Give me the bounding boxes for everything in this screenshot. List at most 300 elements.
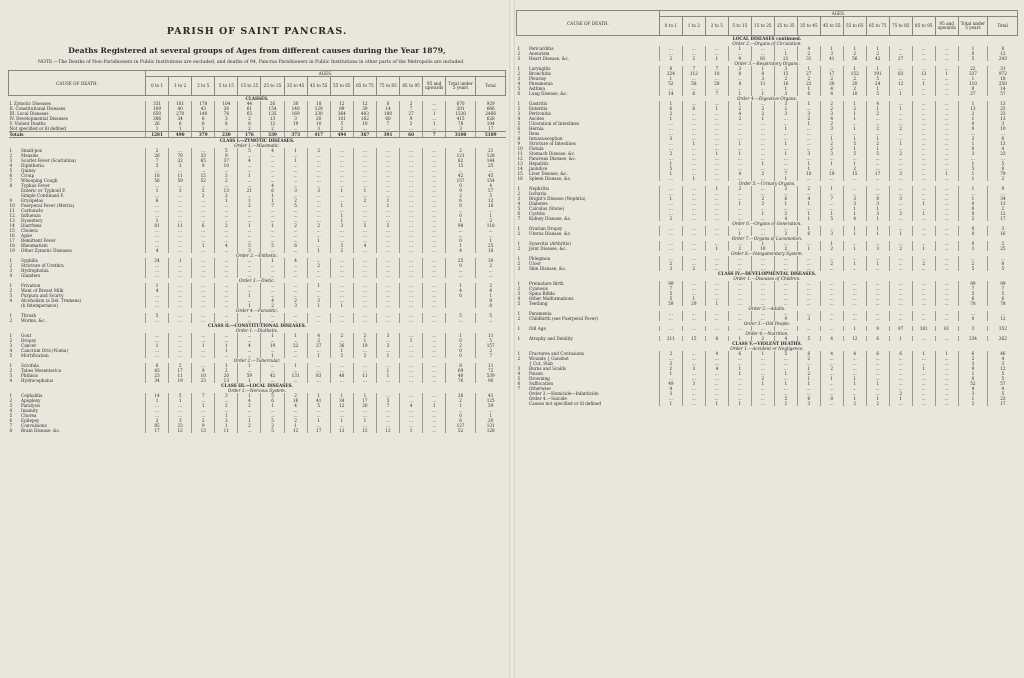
cell-value: ... bbox=[935, 361, 958, 366]
cell-value: ... bbox=[682, 351, 705, 356]
cell-value: ... bbox=[705, 261, 728, 266]
cell-value: ... bbox=[682, 116, 705, 121]
row-label: Ague bbox=[21, 233, 32, 238]
cell-value: ... bbox=[307, 258, 330, 263]
cell-value: 2 bbox=[751, 196, 774, 201]
cell-value: ... bbox=[169, 348, 192, 353]
cell-value: 52 bbox=[659, 81, 682, 86]
cell-value: 1520 bbox=[446, 111, 476, 116]
cell-value: ... bbox=[330, 363, 353, 368]
cell-value: 6 bbox=[866, 336, 889, 341]
cell-value: 1 bbox=[215, 348, 238, 353]
cell-value: 8 bbox=[238, 121, 261, 126]
cell-value: ... bbox=[682, 386, 705, 391]
cell-value: 2 bbox=[843, 86, 866, 91]
cell-value: 8 bbox=[820, 396, 843, 401]
cell-value: ... bbox=[705, 46, 728, 51]
cell-value: 1 bbox=[423, 121, 446, 126]
cell-value: 3 bbox=[866, 246, 889, 251]
cell-value: ... bbox=[889, 176, 912, 181]
cell-value: ... bbox=[705, 146, 728, 151]
cell-value: ... bbox=[238, 338, 261, 343]
cell-value: 78 bbox=[215, 111, 238, 116]
cell-value: 2 bbox=[820, 106, 843, 111]
cell-value: 2 bbox=[797, 51, 820, 56]
cell-value: ... bbox=[935, 131, 958, 136]
cell-value: 4 bbox=[820, 86, 843, 91]
cell-value: ... bbox=[935, 191, 958, 196]
cell-value: 1 bbox=[958, 46, 988, 51]
cell-value: ... bbox=[866, 391, 889, 396]
cell-value: 4 bbox=[797, 46, 820, 51]
cell-value: ... bbox=[797, 311, 820, 316]
cell-value: 1 bbox=[774, 51, 797, 56]
cell-value: ... bbox=[376, 378, 399, 383]
cell-value: 90 bbox=[475, 378, 505, 383]
cell-value: ... bbox=[353, 258, 376, 263]
cell-value: 176 bbox=[238, 132, 261, 138]
cell-value: ... bbox=[330, 293, 353, 298]
cell-value: ... bbox=[728, 176, 751, 181]
age-column-header: 95 and upwards bbox=[423, 77, 446, 96]
row-index: 5 bbox=[517, 376, 521, 381]
row-label: Enteritis bbox=[528, 106, 548, 111]
cell-value: ... bbox=[912, 106, 935, 111]
cell-value: ... bbox=[889, 381, 912, 386]
cell-value: 1 bbox=[146, 398, 169, 403]
cell-value: 1 bbox=[958, 76, 988, 81]
cell-value: ... bbox=[751, 281, 774, 286]
cell-value: 1 bbox=[146, 188, 169, 193]
cell-value: 9 bbox=[215, 153, 238, 158]
cell-value: 3 bbox=[169, 418, 192, 423]
cell-value: ... bbox=[400, 298, 423, 303]
cell-value: 929 bbox=[475, 101, 505, 106]
row-index: 5 bbox=[517, 301, 521, 306]
cell-value: ... bbox=[705, 116, 728, 121]
cell-value: ... bbox=[751, 126, 774, 131]
cell-value: ... bbox=[400, 163, 423, 168]
cell-value: ... bbox=[423, 183, 446, 188]
cell-value: 1 bbox=[774, 141, 797, 146]
cell-value: 5 bbox=[958, 291, 988, 296]
cell-value: 4 bbox=[820, 336, 843, 341]
cell-value: ... bbox=[728, 301, 751, 306]
cell-value: 1 bbox=[797, 226, 820, 231]
row-index: 18 bbox=[9, 243, 15, 248]
cell-value: 2 bbox=[284, 393, 307, 398]
row-label: Laryngitis bbox=[528, 66, 551, 71]
row-label: Remittent Fever bbox=[21, 238, 56, 243]
cell-value: 34 bbox=[146, 378, 169, 383]
cell-value: ... bbox=[935, 396, 958, 401]
cell-value: ... bbox=[261, 348, 284, 353]
cell-value: 1 bbox=[261, 198, 284, 203]
cell-value: ... bbox=[446, 228, 476, 233]
cell-value: 1 bbox=[958, 116, 988, 121]
cell-value: 78 bbox=[446, 121, 476, 126]
cell-value: ... bbox=[705, 136, 728, 141]
cell-value: ... bbox=[330, 408, 353, 413]
row-index: 2 bbox=[9, 318, 13, 323]
cell-value: ... bbox=[307, 288, 330, 293]
cell-value: 13 bbox=[912, 71, 935, 76]
cell-value: ... bbox=[682, 231, 705, 236]
cell-value: ... bbox=[728, 326, 751, 331]
cell-value: 201 bbox=[446, 106, 476, 111]
cell-value: ... bbox=[475, 233, 505, 238]
row-index: 1 bbox=[517, 256, 521, 261]
cell-value: ... bbox=[751, 301, 774, 306]
cell-value: 2 bbox=[307, 223, 330, 228]
cell-value: ... bbox=[376, 393, 399, 398]
cell-value: ... bbox=[330, 318, 353, 323]
cell-value: 6 bbox=[958, 296, 988, 301]
cell-value: 2 bbox=[751, 336, 774, 341]
cell-value: ... bbox=[820, 356, 843, 361]
row-label: Otherwise bbox=[528, 386, 551, 391]
cell-value: 628 bbox=[475, 116, 505, 121]
cell-value: ... bbox=[330, 313, 353, 318]
cell-value: ... bbox=[751, 191, 774, 196]
cell-value: 41 bbox=[307, 398, 330, 403]
cell-value: ... bbox=[751, 141, 774, 146]
cell-value: 6 bbox=[797, 396, 820, 401]
cell-value: ... bbox=[307, 423, 330, 428]
cell-value: ... bbox=[353, 228, 376, 233]
row-label: Stricture of Intestines bbox=[528, 141, 576, 146]
cell-value: 99 bbox=[988, 281, 1018, 286]
cell-value: 2 bbox=[475, 283, 505, 288]
cell-value: 97 bbox=[889, 326, 912, 331]
cell-value: ... bbox=[912, 396, 935, 401]
cell-value: 0 bbox=[958, 231, 988, 236]
cell-value: 30 bbox=[820, 81, 843, 86]
cell-value: 178 bbox=[192, 101, 215, 106]
cell-value: ... bbox=[912, 336, 935, 341]
cell-value: 25 bbox=[475, 163, 505, 168]
cell-value: 1 bbox=[820, 241, 843, 246]
cell-value: ... bbox=[353, 363, 376, 368]
cell-value: 1 bbox=[935, 171, 958, 176]
cell-value: 11 bbox=[475, 363, 505, 368]
cell-value: 2 bbox=[215, 223, 238, 228]
cell-value: ... bbox=[935, 286, 958, 291]
cell-value: 5 bbox=[261, 428, 284, 433]
cell-value: 1 bbox=[659, 161, 682, 166]
cell-value: 6 bbox=[261, 188, 284, 193]
cell-value: ... bbox=[400, 373, 423, 378]
cell-value: 6 bbox=[988, 296, 1018, 301]
cell-value: 3 bbox=[774, 186, 797, 191]
cell-value: ... bbox=[797, 191, 820, 196]
cell-value: ... bbox=[682, 291, 705, 296]
cell-value: 1 bbox=[307, 353, 330, 358]
cell-value: ... bbox=[238, 428, 261, 433]
cell-value: ... bbox=[988, 131, 1018, 136]
row-index: 1 bbox=[517, 101, 521, 106]
cell-value: ... bbox=[843, 286, 866, 291]
cell-value: 0 bbox=[958, 86, 988, 91]
cell-value: 2 bbox=[330, 353, 353, 358]
cell-value: ... bbox=[774, 206, 797, 211]
age-column-header: 25 to 35 bbox=[774, 17, 797, 36]
cell-value: 2 bbox=[889, 151, 912, 156]
cell-value: ... bbox=[935, 256, 958, 261]
cell-value: 37 bbox=[215, 158, 238, 163]
cell-value: 2 bbox=[866, 141, 889, 146]
cell-value: ... bbox=[423, 163, 446, 168]
cell-value: ... bbox=[843, 131, 866, 136]
cell-value: 20 bbox=[215, 373, 238, 378]
cell-value: 81 bbox=[146, 223, 169, 228]
cell-value: 2 bbox=[866, 401, 889, 406]
cell-value: 9 bbox=[728, 56, 751, 61]
cell-value: ... bbox=[475, 318, 505, 323]
cell-value: 39 bbox=[353, 106, 376, 111]
cell-value: ... bbox=[215, 408, 238, 413]
row-index: 2 bbox=[9, 153, 13, 158]
cell-value: ... bbox=[889, 386, 912, 391]
cell-value: ... bbox=[751, 46, 774, 51]
row-label: Other Zymotic Diseases bbox=[21, 248, 72, 253]
cell-value: ... bbox=[400, 363, 423, 368]
cell-value: ... bbox=[912, 206, 935, 211]
cell-value: 0 bbox=[958, 226, 988, 231]
row-index: 19 bbox=[9, 248, 15, 253]
cell-value: 26 bbox=[146, 153, 169, 158]
cell-value: 9 bbox=[475, 298, 505, 303]
cell-value: ... bbox=[820, 391, 843, 396]
cell-value: 1 bbox=[705, 186, 728, 191]
cell-value: 2 bbox=[261, 126, 284, 132]
cell-value: 6 bbox=[284, 243, 307, 248]
cell-value: ... bbox=[169, 268, 192, 273]
cell-value: ... bbox=[238, 268, 261, 273]
cell-value: 18 bbox=[475, 248, 505, 253]
cell-value: 5 bbox=[866, 76, 889, 81]
cell-value: 180 bbox=[376, 111, 399, 116]
cell-value: ... bbox=[400, 268, 423, 273]
row-label: IV. Developmental Diseases bbox=[9, 116, 68, 121]
cell-value: ... bbox=[446, 168, 476, 173]
cell-value: ... bbox=[400, 313, 423, 318]
cell-value: ... bbox=[912, 131, 935, 136]
row-index: 5 bbox=[9, 168, 13, 173]
cell-value: 4 bbox=[446, 248, 476, 253]
cell-value: ... bbox=[866, 286, 889, 291]
cell-value: ... bbox=[284, 238, 307, 243]
row-index: 2 bbox=[517, 246, 521, 251]
cell-value: ... bbox=[353, 168, 376, 173]
cell-value: ... bbox=[820, 206, 843, 211]
age-column-header: 55 to 65 bbox=[843, 17, 866, 36]
cell-value: 1 bbox=[774, 201, 797, 206]
cell-value: 3 bbox=[215, 173, 238, 178]
row-label: Rheumatism bbox=[21, 243, 48, 248]
cell-value: ... bbox=[169, 263, 192, 268]
cell-value: ... bbox=[751, 396, 774, 401]
cell-value: 7 bbox=[659, 286, 682, 291]
cell-value: 2 bbox=[659, 366, 682, 371]
cell-value: ... bbox=[353, 208, 376, 213]
cell-value: ... bbox=[751, 51, 774, 56]
cell-value: 4 bbox=[215, 243, 238, 248]
cell-value: 0 bbox=[958, 206, 988, 211]
cell-value: 1 bbox=[889, 231, 912, 236]
cell-value: 4 bbox=[774, 336, 797, 341]
cell-value: 25 bbox=[446, 258, 476, 263]
cell-value: ... bbox=[423, 303, 446, 308]
cell-value: ... bbox=[169, 273, 192, 278]
cell-value: ... bbox=[376, 188, 399, 193]
cell-value: 1 bbox=[774, 176, 797, 181]
cell-value: 2 bbox=[659, 216, 682, 221]
cell-value: 4 bbox=[261, 298, 284, 303]
cell-value: 13 bbox=[192, 428, 215, 433]
cell-value: ... bbox=[774, 146, 797, 151]
cell-value: ... bbox=[307, 348, 330, 353]
cell-value: 1 bbox=[751, 211, 774, 216]
cell-value: ... bbox=[751, 366, 774, 371]
cell-value: 45 bbox=[475, 173, 505, 178]
cell-value: ... bbox=[423, 203, 446, 208]
cell-value: ... bbox=[889, 376, 912, 381]
row-label: Hernia bbox=[528, 126, 544, 131]
right-page bbox=[516, 4, 1018, 674]
cell-value: 2 bbox=[659, 111, 682, 116]
cell-value: ... bbox=[376, 363, 399, 368]
cell-value: ... bbox=[169, 293, 192, 298]
cell-value: 8 bbox=[705, 336, 728, 341]
cell-value: 69 bbox=[446, 368, 476, 373]
cell-value: 12 bbox=[988, 211, 1018, 216]
cell-value: 1 bbox=[238, 393, 261, 398]
cell-value: 12 bbox=[169, 428, 192, 433]
cell-value: ... bbox=[866, 386, 889, 391]
cell-value: ... bbox=[682, 281, 705, 286]
cell-value: ... bbox=[400, 398, 423, 403]
order-title: Order 1.—Diseases of Children. bbox=[733, 276, 801, 281]
cell-value: 6 bbox=[169, 121, 192, 126]
cell-value: ... bbox=[215, 238, 238, 243]
order-title: Order 4.—Parasitic. bbox=[236, 308, 278, 313]
cell-value: ... bbox=[751, 151, 774, 156]
cell-value: 6 bbox=[889, 351, 912, 356]
cell-value: ... bbox=[820, 166, 843, 171]
cell-value: 3 bbox=[215, 393, 238, 398]
cell-value: ... bbox=[284, 338, 307, 343]
cell-value: ... bbox=[912, 186, 935, 191]
cell-value: ... bbox=[659, 146, 682, 151]
cell-value: ... bbox=[797, 326, 820, 331]
cell-value: ... bbox=[423, 408, 446, 413]
row-label: Croup bbox=[21, 173, 35, 178]
cell-value: ... bbox=[307, 273, 330, 278]
cell-value: 19 bbox=[353, 343, 376, 348]
cell-value: 1 bbox=[728, 141, 751, 146]
cell-value: ... bbox=[705, 256, 728, 261]
cell-value: ... bbox=[774, 161, 797, 166]
cell-value: 2 bbox=[475, 263, 505, 268]
cell-value: 3 bbox=[958, 136, 988, 141]
cell-value: ... bbox=[728, 256, 751, 261]
cell-value: ... bbox=[330, 288, 353, 293]
cell-value: ... bbox=[423, 178, 446, 183]
cell-value: ... bbox=[866, 256, 889, 261]
cell-value: ... bbox=[169, 298, 192, 303]
cell-value: 9 bbox=[774, 316, 797, 321]
cell-value: ... bbox=[330, 273, 353, 278]
cell-value: 3 bbox=[751, 76, 774, 81]
cell-value: 3 bbox=[988, 121, 1018, 126]
cell-value: ... bbox=[238, 233, 261, 238]
cell-value: 2 bbox=[774, 76, 797, 81]
cell-value: ... bbox=[446, 208, 476, 213]
cell-value: ... bbox=[843, 176, 866, 181]
cell-value: ... bbox=[353, 178, 376, 183]
cell-value: 9 bbox=[446, 188, 476, 193]
cell-value: ... bbox=[400, 408, 423, 413]
cell-value: 1 bbox=[330, 393, 353, 398]
row-label: Erysipelas bbox=[21, 198, 44, 203]
cell-value: ... bbox=[889, 66, 912, 71]
row-label: (b Intemperance) bbox=[21, 303, 58, 308]
cell-value: ... bbox=[889, 226, 912, 231]
cell-value: 3 bbox=[958, 391, 988, 396]
row-label: Apoplexy bbox=[21, 398, 41, 403]
cell-value: 9 bbox=[192, 163, 215, 168]
cell-value: ... bbox=[682, 191, 705, 196]
row-index: 14 bbox=[9, 223, 15, 228]
cell-value: ... bbox=[169, 248, 192, 253]
cell-value: ... bbox=[728, 216, 751, 221]
cell-value: ... bbox=[820, 176, 843, 181]
row-label: Measles bbox=[21, 153, 39, 158]
cell-value: 1 bbox=[376, 368, 399, 373]
cell-value: ... bbox=[284, 183, 307, 188]
cell-value: 1 bbox=[958, 176, 988, 181]
cell-value: 1 bbox=[376, 373, 399, 378]
cell-value: 1 bbox=[889, 141, 912, 146]
row-index: 5 bbox=[9, 353, 13, 358]
cell-value: 1 bbox=[330, 418, 353, 423]
cell-value: ... bbox=[169, 218, 192, 223]
cell-value: ... bbox=[728, 121, 751, 126]
cell-value: ... bbox=[797, 156, 820, 161]
cell-value: ... bbox=[705, 291, 728, 296]
cell-value: ... bbox=[169, 408, 192, 413]
cell-value: ... bbox=[423, 223, 446, 228]
cell-value: 2 bbox=[728, 246, 751, 251]
cell-value: 4 bbox=[284, 403, 307, 408]
class-title: CLASS I.—ZYMOTIC DISEASES. bbox=[219, 138, 295, 143]
cell-value: ... bbox=[728, 291, 751, 296]
age-column-header: 75 to 85 bbox=[889, 17, 912, 36]
cell-value: 1 bbox=[446, 283, 476, 288]
cell-value: 5 bbox=[261, 243, 284, 248]
order-title: Order 4.—Nutrition. bbox=[745, 331, 789, 336]
row-index: 6 bbox=[517, 381, 521, 386]
cell-value: 2 bbox=[820, 141, 843, 146]
row-label: Stomach Disease, &c. bbox=[528, 151, 576, 156]
cell-value: ... bbox=[659, 396, 682, 401]
cell-value: 4 bbox=[705, 351, 728, 356]
age-column-header: 35 to 45 bbox=[797, 17, 820, 36]
cell-value: 1 bbox=[958, 141, 988, 146]
cell-value: 972 bbox=[988, 71, 1018, 76]
cell-value: ... bbox=[728, 356, 751, 361]
